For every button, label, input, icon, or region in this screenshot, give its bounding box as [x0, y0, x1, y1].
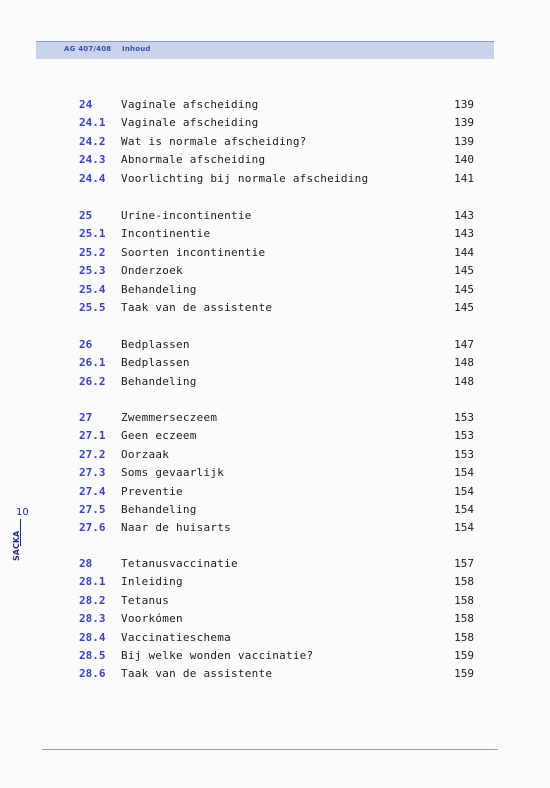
- toc-title: Zwemmerseczeem: [121, 411, 218, 424]
- toc-number: 28.2: [79, 593, 106, 607]
- toc-page-number: 159: [454, 667, 474, 681]
- toc-number: 24.3: [79, 153, 106, 167]
- toc-page-number: 159: [454, 649, 474, 662]
- toc-page-number: 158: [454, 575, 474, 589]
- toc-page-number: 158: [454, 612, 474, 626]
- toc-title: Soorten incontinentie: [121, 245, 266, 259]
- toc-entry: [0, 96, 550, 114]
- toc-page-number: 145: [454, 301, 474, 314]
- toc-number: 26: [79, 338, 93, 351]
- footer-rule: [42, 749, 498, 750]
- toc-page-number: 154: [454, 503, 474, 516]
- toc-number: 26.1: [79, 356, 106, 370]
- toc-page-number: 158: [454, 593, 474, 607]
- toc-entry: [0, 336, 550, 354]
- header-code: AG 407/408: [64, 45, 112, 53]
- toc-title: Urine-incontinentie: [121, 209, 252, 222]
- toc-title: Taak van de assistente: [121, 667, 273, 681]
- header-label: Inhoud: [122, 45, 151, 53]
- toc-title: Behandeling: [121, 374, 197, 388]
- toc-title: Vaginale afscheiding: [121, 98, 259, 111]
- toc-number: 25.1: [79, 227, 106, 241]
- toc-page-number: 144: [454, 245, 474, 259]
- toc-number: 28.6: [79, 667, 106, 681]
- toc-title: Abnormale afscheiding: [121, 153, 266, 167]
- toc-number: 24.1: [79, 116, 106, 130]
- toc-title: Tetanus: [121, 593, 170, 607]
- page-number: 10: [16, 507, 29, 518]
- toc-number: 25.2: [79, 245, 106, 259]
- toc-title: Behandeling: [121, 503, 197, 516]
- toc-page-number: 141: [454, 171, 474, 185]
- toc-page-number: 154: [454, 466, 474, 480]
- toc-entry: [0, 610, 550, 628]
- toc-number: 24: [79, 98, 93, 111]
- toc-page-number: 154: [454, 484, 474, 498]
- toc-title: Vaccinatieschema: [121, 630, 231, 644]
- toc-entry: [0, 464, 550, 482]
- toc-title: Wat is normale afscheiding?: [121, 134, 307, 148]
- publisher-logo: SACKA: [12, 530, 21, 561]
- toc-title: Naar de huisarts: [121, 521, 231, 535]
- toc-title: Incontinentie: [121, 227, 211, 241]
- toc-entry: [0, 151, 550, 169]
- toc-number: 24.4: [79, 171, 106, 185]
- toc-page-number: 153: [454, 429, 474, 443]
- toc-number: 25.3: [79, 264, 106, 278]
- toc-entry: [0, 483, 550, 501]
- toc-title: Inleiding: [121, 575, 183, 589]
- toc-number: 26.2: [79, 374, 106, 388]
- toc-title: Preventie: [121, 484, 183, 498]
- toc-title: Tetanusvaccinatie: [121, 557, 238, 570]
- toc-page-number: 143: [454, 227, 474, 241]
- toc-number: 27.5: [79, 503, 106, 516]
- toc-number: 25: [79, 209, 93, 222]
- toc-number: 27.4: [79, 484, 106, 498]
- toc-number: 28: [79, 557, 93, 570]
- toc-page-number: 145: [454, 264, 474, 278]
- toc-entry: [0, 573, 550, 591]
- toc-entry: [0, 299, 550, 317]
- toc-entry: [0, 501, 550, 519]
- toc-entry: [0, 592, 550, 610]
- toc-entry: [0, 555, 550, 573]
- toc-number: 28.5: [79, 649, 106, 662]
- toc-number: 28.4: [79, 630, 106, 644]
- toc-entry: [0, 409, 550, 427]
- toc-title: Taak van de assistente: [121, 301, 273, 314]
- toc-page-number: 157: [454, 557, 474, 570]
- toc-title: Voorkómen: [121, 612, 183, 626]
- toc-title: Bedplassen: [121, 356, 190, 370]
- toc-entry: [0, 427, 550, 445]
- toc-entry: [0, 519, 550, 537]
- toc-page-number: 139: [454, 134, 474, 148]
- toc-entry: [0, 244, 550, 262]
- toc-title: Bedplassen: [121, 338, 190, 351]
- toc-page-number: 153: [454, 447, 474, 461]
- toc-number: 27.2: [79, 447, 106, 461]
- toc-page-number: 139: [454, 98, 474, 111]
- toc-page-number: 154: [454, 521, 474, 535]
- toc-entry: [0, 446, 550, 464]
- toc-title: Voorlichting bij normale afscheiding: [121, 171, 369, 185]
- toc-entry: [0, 133, 550, 151]
- toc-entry: [0, 629, 550, 647]
- toc-number: 28.1: [79, 575, 106, 589]
- toc-number: 28.3: [79, 612, 106, 626]
- toc-page-number: 148: [454, 356, 474, 370]
- toc-entry: [0, 281, 550, 299]
- toc-title: Onderzoek: [121, 264, 183, 278]
- toc-number: 25.5: [79, 301, 106, 314]
- toc-entry: [0, 373, 550, 391]
- toc-title: Oorzaak: [121, 447, 170, 461]
- toc-entry: [0, 207, 550, 225]
- toc-page-number: 145: [454, 282, 474, 296]
- toc-title: Bij welke wonden vaccinatie?: [121, 649, 314, 662]
- toc-page-number: 139: [454, 116, 474, 130]
- toc-title: Soms gevaarlijk: [121, 466, 225, 480]
- toc-entry: [0, 114, 550, 132]
- toc-number: 27.6: [79, 521, 106, 535]
- toc-page-number: 148: [454, 374, 474, 388]
- toc-number: 27.3: [79, 466, 106, 480]
- toc-number: 27.1: [79, 429, 106, 443]
- toc-title: Geen eczeem: [121, 429, 197, 443]
- toc-number: 27: [79, 411, 93, 424]
- toc-page-number: 147: [454, 338, 474, 351]
- toc-page-number: 140: [454, 153, 474, 167]
- toc-entry: [0, 354, 550, 372]
- toc-page-number: 153: [454, 411, 474, 424]
- toc-entry: [0, 647, 550, 665]
- toc-entry: [0, 170, 550, 188]
- toc-page-number: 143: [454, 209, 474, 222]
- toc-entry: [0, 665, 550, 683]
- toc-number: 24.2: [79, 134, 106, 148]
- toc-number: 25.4: [79, 282, 106, 296]
- toc-page-number: 158: [454, 630, 474, 644]
- toc-entry: [0, 225, 550, 243]
- toc-title: Vaginale afscheiding: [121, 116, 259, 130]
- toc-entry: [0, 262, 550, 280]
- toc-title: Behandeling: [121, 282, 197, 296]
